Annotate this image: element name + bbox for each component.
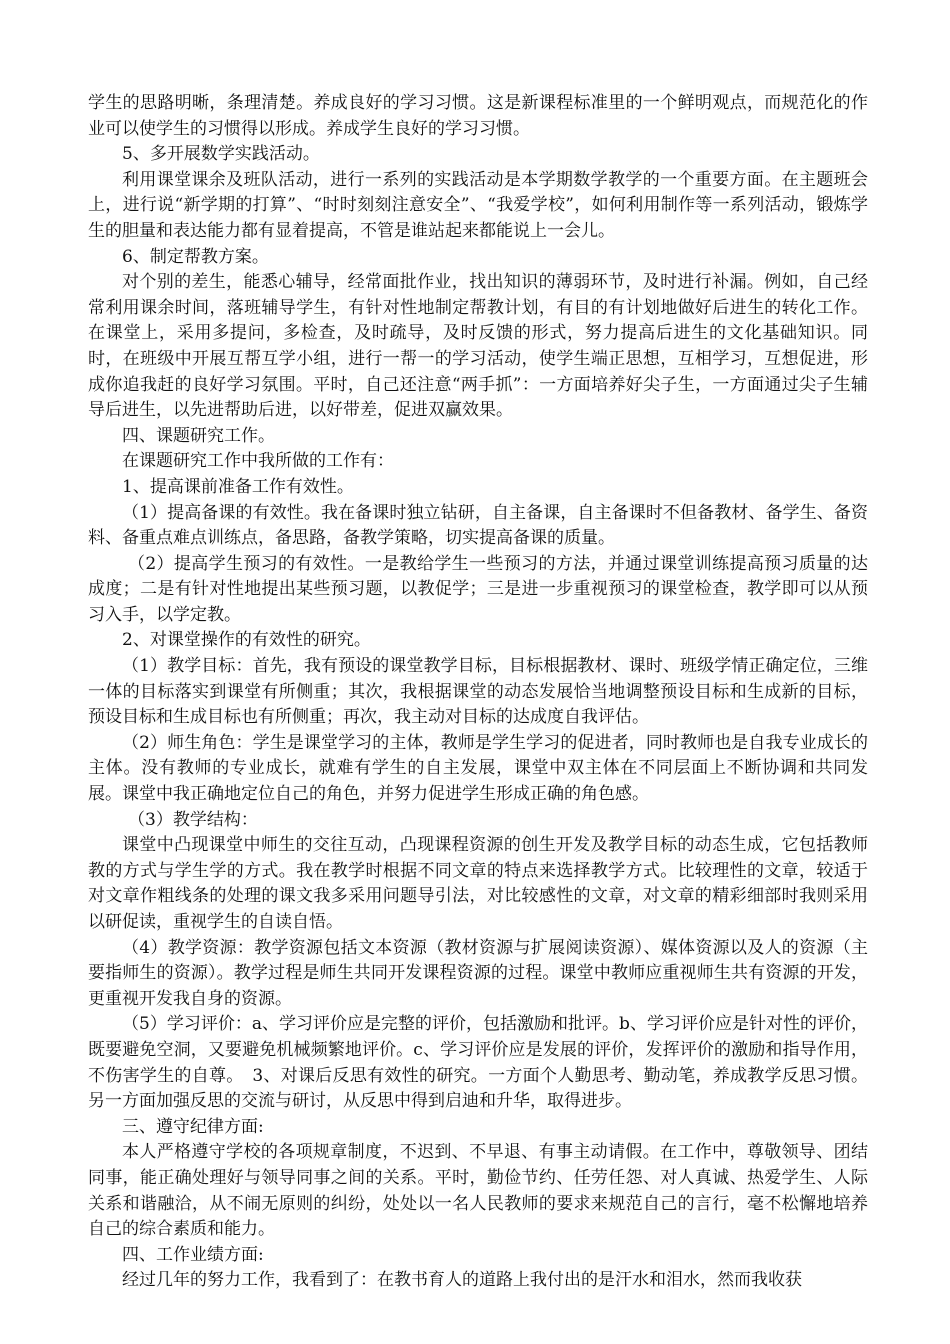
paragraph-resources: （4）教学资源：教学资源包括文本资源（教材资源与扩展阅读资源）、媒体资源以及人的资源（主要指师生的资源）。教学过程是师生共同开发课程资源的过程。课堂中教师应重视师生共有资源的开发，更重视开发我自身的资源。 (88, 937, 868, 1009)
heading-math-practice: 5、多开展数学实践活动。 (122, 144, 320, 165)
heading-teaching-structure: （3）教学结构： (128, 809, 258, 830)
paragraph-discipline: 本人严格遵守学校的各项规章制度，不迟到、不早退、有事主动请假。在工作中，尊敬领导、团结同事，能正确处理好与领导同事之间的关系。平时，勤俭节约、任劳任怨、对人真诚、热爱学生、人际关系和谐融洽，从不闹无原则的纠纷，处处以一名人民教师的要求来规范自己的言行，毫不松懈地培养自己的综合素质和能力。 (88, 1142, 868, 1240)
paragraph-study-habits: 学生的思路明晰，条理清楚。养成良好的学习习惯。这是新课程标准里的一个鲜明观点，而规范化的作业可以使学生的习惯得以形成。养成学生良好的学习习惯。 (88, 93, 868, 139)
heading-research-work: 四、课题研究工作。 (122, 425, 275, 446)
heading-preparation: 1、提高课前准备工作有效性。 (122, 476, 354, 497)
paragraph-achievements: 经过几年的努力工作，我看到了：在教书育人的道路上我付出的是汗水和泪水，然而我收获 (122, 1270, 802, 1291)
paragraph-teaching-structure: 课堂中凸现课堂中师生的交往互动，凸现课程资源的创生开发及教学目标的动态生成，它包括教师教的方式与学生学的方式。我在教学时根据不同文章的特点来选择教学方式。比较理性的文章，较适于对文章作粗线条的处理的课文我多采用问题导引法，对比较感性的文章，对文章的精彩细部时我则采用以研促读，重视学生的自读自悟。 (88, 835, 868, 932)
document-page (88, 91, 868, 1294)
heading-discipline: 三、遵守纪律方面: (122, 1116, 264, 1137)
heading-classroom-research: 2、对课堂操作的有效性的研究。 (122, 630, 371, 651)
paragraph-roles: （2）师生角色：学生是课堂学习的主体，教师是学生学习的促进者，同时教师也是自我专业成长的主体。没有教师的专业成长，就难有学生的自主发展，课堂中双主体在不同层面上不断协调和共同发展。课堂中我正确地定位自己的角色，并努力促进学生形成正确的角色感。 (88, 732, 868, 805)
paragraph-practice-activities: 利用课堂课余及班队活动，进行一系列的实践活动是本学期数学教学的一个重要方面。在主题班会上，进行说“新学期的打算”、“时时刻刻注意安全”、“我爱学校”，如何利用制作等一系列活动，锻炼学生的胆量和表达能力都有显着提高，不管是谁站起来都能说上一会儿。 (88, 169, 868, 241)
paragraph-lesson-prep: （1）提高备课的有效性。我在备课时独立钻研，自主备课，自主备课时不但备教材、备学生、备资料、备重点难点训练点，备思路，备教学策略，切实提高备课的质量。 (88, 502, 868, 549)
paragraph-tutoring: 对个别的差生，能悉心辅导，经常面批作业，找出知识的薄弱环节，及时进行补漏。例如，自己经常利用课余时间，落班辅导学生，有针对性地制定帮教计划，有目的有计划地做好后进生的转化工作。在课堂上，采用多提问，多检查，及时疏导，及时反馈的形式，努力提高后进生的文化基础知识。同时，在班级中开展互帮互学小组，进行一帮一的学习活动，使学生端正思想，互相学习，互想促进，形成你追我赶的良好学习氛围。平时，自己还注意“两手抓”：一方面培养好尖子生，一方面通过尖子生辅导后进生，以先进帮助后进，以好带差，促进双赢效果。 (88, 272, 868, 421)
heading-tutoring-plan: 6、制定帮教方案。 (122, 246, 269, 267)
paragraph-preview: （2）提高学生预习的有效性。一是教给学生一些预习的方法，并通过课堂训练提高预习质量的达成度；二是有针对性地提出某些预习题，以教促学；三是进一步重视预习的课堂检查，教学即可以从预习入手，以学定教。 (88, 553, 868, 625)
paragraph-research-intro: 在课题研究工作中我所做的工作有： (122, 451, 394, 472)
paragraph-teaching-goals: （1）教学目标：首先，我有预设的课堂教学目标，目标根据教材、课时、班级学情正确定位，三维一体的目标落实到课堂有所侧重；其次，我根据课堂的动态发展恰当地调整预设目标和生成新的目标，预设目标和生成目标也有所侧重；再次，我主动对目标的达成度自我评估。 (88, 656, 868, 728)
paragraph-evaluation: （5）学习评价：a、学习评价应是完整的评价，包括激励和批评。b、学习评价应是针对性的评价，既要避免空洞，又要避免机械频繁地评价。c、学习评价应是发展的评价，发挥评价的激励和指导作用，不伤害学生的自尊。 3、对课后反思有效性的研究。一方面个人勤思考、勤动笔，养成教学反思习惯。另一方面加强反思的交流与研讨，从反思中得到启迪和升华，取得进步。 (88, 1014, 868, 1112)
heading-achievements: 四、工作业绩方面: (122, 1244, 264, 1265)
